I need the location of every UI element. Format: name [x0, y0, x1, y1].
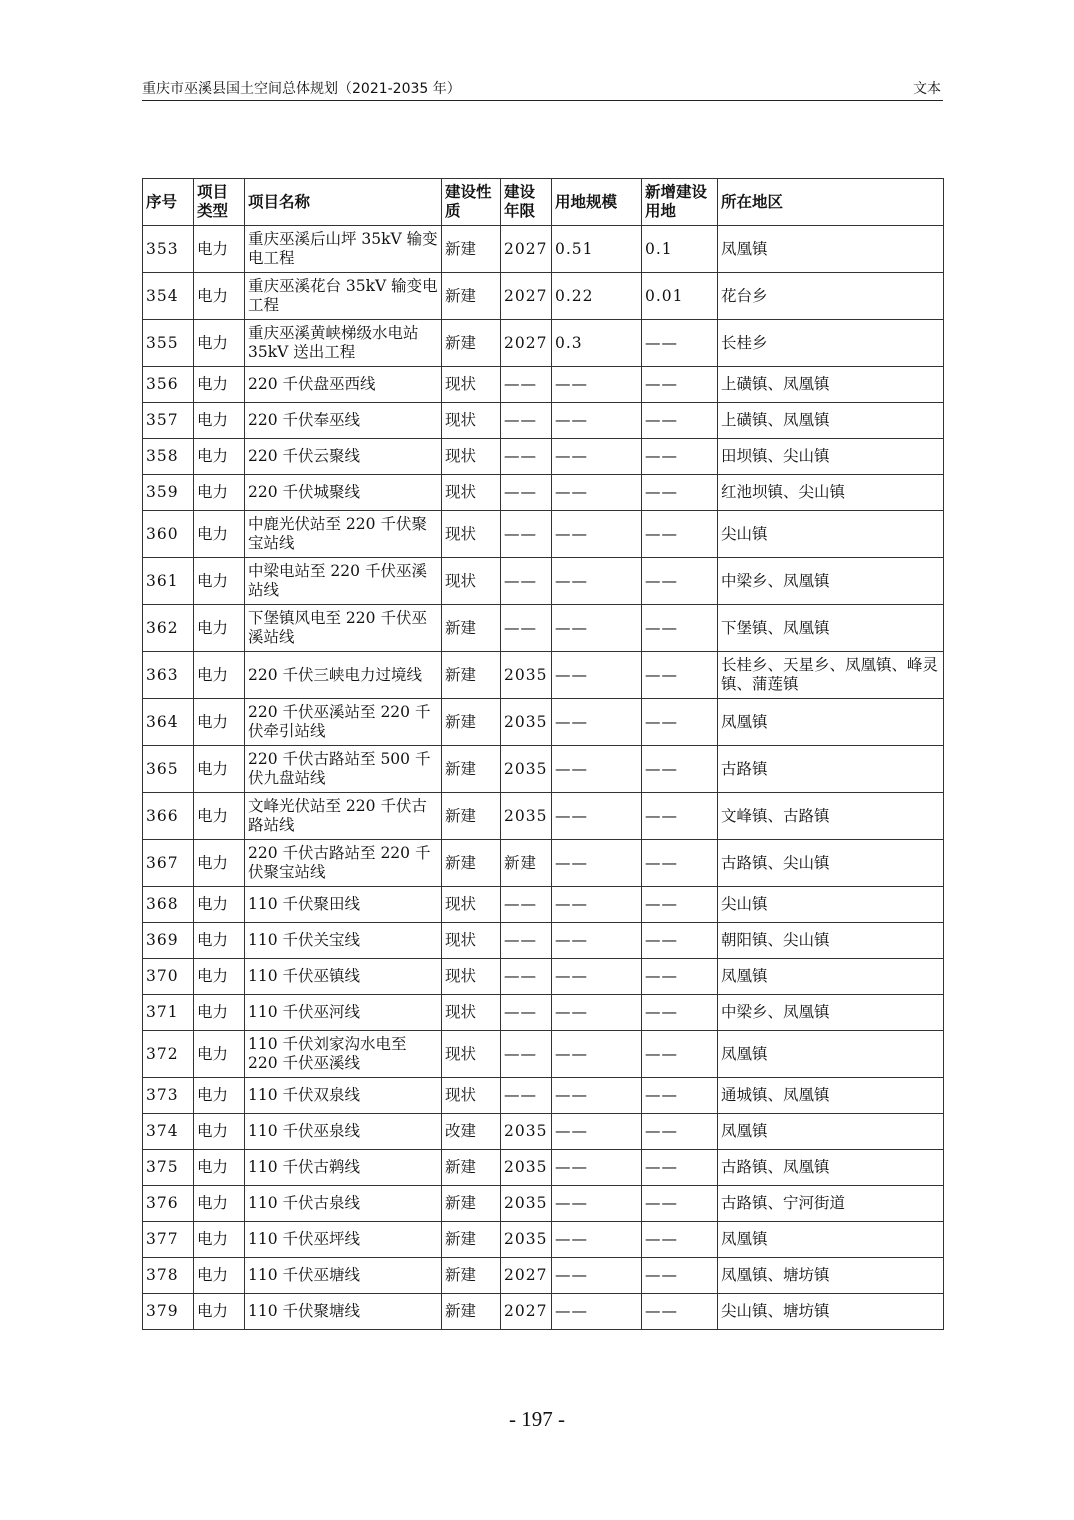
cell-name: 110 千伏巫河线: [245, 995, 442, 1031]
cell-name: 110 千伏巫坪线: [245, 1222, 442, 1258]
cell-index: 370: [143, 959, 194, 995]
table-row: [143, 439, 944, 475]
cell-year: 2027: [501, 273, 552, 320]
cell-region: 上磺镇、凤凰镇: [718, 367, 944, 403]
cell-nature: 现状: [442, 995, 501, 1031]
cell-year: 2027: [501, 1294, 552, 1330]
table-row: [143, 558, 944, 605]
cell-land-scale: ——: [552, 511, 642, 558]
cell-type: 电力: [194, 439, 245, 475]
cell-name: 110 千伏巫镇线: [245, 959, 442, 995]
table-row: [143, 995, 944, 1031]
cell-name: 重庆巫溪花台 35kV 输变电工程: [245, 273, 442, 320]
cell-type: 电力: [194, 320, 245, 367]
cell-index: 353: [143, 226, 194, 273]
cell-land-scale: ——: [552, 793, 642, 840]
cell-index: 354: [143, 273, 194, 320]
cell-nature: 新建: [442, 699, 501, 746]
cell-nature: 改建: [442, 1114, 501, 1150]
document-title: 重庆市巫溪县国土空间总体规划（2021-2035 年）: [142, 81, 461, 97]
cell-region: 花台乡: [718, 273, 944, 320]
cell-year: ——: [501, 887, 552, 923]
table-row: [143, 923, 944, 959]
cell-name: 110 千伏巫泉线: [245, 1114, 442, 1150]
cell-region: 中梁乡、凤凰镇: [718, 558, 944, 605]
table-row: [143, 1078, 944, 1114]
table-row: [143, 793, 944, 840]
cell-new-land: ——: [642, 923, 718, 959]
cell-index: 358: [143, 439, 194, 475]
cell-land-scale: ——: [552, 746, 642, 793]
cell-region: 长桂乡: [718, 320, 944, 367]
cell-index: 364: [143, 699, 194, 746]
table-row: [143, 367, 944, 403]
cell-new-land: ——: [642, 995, 718, 1031]
cell-new-land: ——: [642, 367, 718, 403]
cell-new-land: ——: [642, 403, 718, 439]
cell-new-land: ——: [642, 1186, 718, 1222]
cell-type: 电力: [194, 1186, 245, 1222]
cell-year: ——: [501, 558, 552, 605]
cell-new-land: ——: [642, 1150, 718, 1186]
cell-nature: 新建: [442, 1258, 501, 1294]
cell-year: 2035: [501, 699, 552, 746]
cell-index: 359: [143, 475, 194, 511]
cell-new-land: ——: [642, 605, 718, 652]
cell-index: 378: [143, 1258, 194, 1294]
table-row: [143, 652, 944, 699]
cell-land-scale: ——: [552, 652, 642, 699]
cell-index: 362: [143, 605, 194, 652]
cell-new-land: ——: [642, 439, 718, 475]
cell-land-scale: ——: [552, 1294, 642, 1330]
cell-index: 360: [143, 511, 194, 558]
cell-name: 220 千伏盘巫西线: [245, 367, 442, 403]
cell-land-scale: 0.22: [552, 273, 642, 320]
cell-year: 2027: [501, 1258, 552, 1294]
cell-new-land: ——: [642, 652, 718, 699]
cell-land-scale: ——: [552, 959, 642, 995]
cell-land-scale: ——: [552, 1258, 642, 1294]
cell-type: 电力: [194, 923, 245, 959]
cell-type: 电力: [194, 1222, 245, 1258]
col-header-land-scale: 用地规模: [552, 179, 642, 226]
cell-region: 田坝镇、尖山镇: [718, 439, 944, 475]
cell-nature: 现状: [442, 923, 501, 959]
cell-new-land: ——: [642, 1222, 718, 1258]
table-row: [143, 1114, 944, 1150]
cell-type: 电力: [194, 1150, 245, 1186]
cell-year: ——: [501, 439, 552, 475]
cell-nature: 现状: [442, 439, 501, 475]
table-row: [143, 475, 944, 511]
cell-region: 尖山镇、塘坊镇: [718, 1294, 944, 1330]
cell-nature: 新建: [442, 840, 501, 887]
col-header-region: 所在地区: [718, 179, 944, 226]
cell-year: ——: [501, 511, 552, 558]
cell-land-scale: 0.3: [552, 320, 642, 367]
cell-year: ——: [501, 367, 552, 403]
cell-year: ——: [501, 1031, 552, 1078]
cell-nature: 现状: [442, 403, 501, 439]
table-row: [143, 226, 944, 273]
cell-land-scale: ——: [552, 1150, 642, 1186]
section-label: 文本: [913, 81, 941, 97]
cell-name: 重庆巫溪后山坪 35kV 输变电工程: [245, 226, 442, 273]
cell-year: 2035: [501, 1114, 552, 1150]
table-row: [143, 1031, 944, 1078]
cell-name: 中鹿光伏站至 220 千伏聚宝站线: [245, 511, 442, 558]
cell-land-scale: ——: [552, 1114, 642, 1150]
cell-index: 377: [143, 1222, 194, 1258]
cell-region: 凤凰镇: [718, 959, 944, 995]
cell-index: 376: [143, 1186, 194, 1222]
cell-index: 374: [143, 1114, 194, 1150]
cell-year: ——: [501, 923, 552, 959]
cell-region: 古路镇、宁河街道: [718, 1186, 944, 1222]
cell-index: 363: [143, 652, 194, 699]
cell-index: 361: [143, 558, 194, 605]
cell-land-scale: ——: [552, 840, 642, 887]
table-row: [143, 605, 944, 652]
cell-index: 367: [143, 840, 194, 887]
cell-type: 电力: [194, 511, 245, 558]
cell-region: 凤凰镇: [718, 226, 944, 273]
cell-type: 电力: [194, 793, 245, 840]
cell-type: 电力: [194, 840, 245, 887]
cell-land-scale: ——: [552, 699, 642, 746]
cell-name: 重庆巫溪黄峡梯级水电站 35kV 送出工程: [245, 320, 442, 367]
cell-new-land: ——: [642, 887, 718, 923]
page-header: [142, 78, 943, 100]
table-row: [143, 1258, 944, 1294]
cell-land-scale: ——: [552, 1078, 642, 1114]
cell-name: 220 千伏古路站至 500 千伏九盘站线: [245, 746, 442, 793]
table-row: [143, 320, 944, 367]
cell-land-scale: ——: [552, 403, 642, 439]
cell-year: 2035: [501, 652, 552, 699]
cell-year: ——: [501, 475, 552, 511]
cell-index: 375: [143, 1150, 194, 1186]
col-header-new-land: 新增建设用地: [642, 179, 718, 226]
cell-type: 电力: [194, 652, 245, 699]
cell-year: ——: [501, 995, 552, 1031]
cell-land-scale: ——: [552, 367, 642, 403]
cell-new-land: ——: [642, 320, 718, 367]
cell-name: 110 千伏聚塘线: [245, 1294, 442, 1330]
table-row: [143, 273, 944, 320]
cell-region: 中梁乡、凤凰镇: [718, 995, 944, 1031]
cell-nature: 现状: [442, 959, 501, 995]
table-row: [143, 403, 944, 439]
cell-type: 电力: [194, 699, 245, 746]
cell-year: 2035: [501, 1186, 552, 1222]
cell-region: 通城镇、凤凰镇: [718, 1078, 944, 1114]
cell-nature: 新建: [442, 273, 501, 320]
project-table: [142, 178, 944, 1330]
cell-name: 110 千伏刘家沟水电至 220 千伏巫溪线: [245, 1031, 442, 1078]
cell-new-land: ——: [642, 1114, 718, 1150]
cell-new-land: ——: [642, 840, 718, 887]
cell-new-land: ——: [642, 511, 718, 558]
cell-year: 2035: [501, 1150, 552, 1186]
cell-new-land: ——: [642, 1031, 718, 1078]
cell-type: 电力: [194, 995, 245, 1031]
cell-name: 110 千伏古泉线: [245, 1186, 442, 1222]
cell-index: 357: [143, 403, 194, 439]
cell-name: 220 千伏巫溪站至 220 千伏牵引站线: [245, 699, 442, 746]
cell-year: 2035: [501, 746, 552, 793]
cell-year: ——: [501, 959, 552, 995]
cell-region: 凤凰镇: [718, 1222, 944, 1258]
cell-type: 电力: [194, 273, 245, 320]
col-header-name: 项目名称: [245, 179, 442, 226]
cell-new-land: ——: [642, 1258, 718, 1294]
cell-type: 电力: [194, 1114, 245, 1150]
cell-nature: 新建: [442, 1150, 501, 1186]
table-row: [143, 746, 944, 793]
cell-nature: 现状: [442, 1078, 501, 1114]
cell-name: 220 千伏三峡电力过境线: [245, 652, 442, 699]
cell-name: 110 千伏关宝线: [245, 923, 442, 959]
table-row: [143, 1150, 944, 1186]
table-row: [143, 959, 944, 995]
cell-year: 新建: [501, 840, 552, 887]
cell-index: 371: [143, 995, 194, 1031]
cell-type: 电力: [194, 403, 245, 439]
cell-region: 文峰镇、古路镇: [718, 793, 944, 840]
cell-index: 366: [143, 793, 194, 840]
cell-region: 古路镇、尖山镇: [718, 840, 944, 887]
cell-new-land: ——: [642, 746, 718, 793]
cell-nature: 新建: [442, 1294, 501, 1330]
cell-region: 凤凰镇、塘坊镇: [718, 1258, 944, 1294]
cell-type: 电力: [194, 367, 245, 403]
cell-type: 电力: [194, 959, 245, 995]
cell-type: 电力: [194, 1031, 245, 1078]
cell-nature: 现状: [442, 511, 501, 558]
cell-type: 电力: [194, 475, 245, 511]
cell-type: 电力: [194, 558, 245, 605]
cell-name: 下堡镇风电至 220 千伏巫溪站线: [245, 605, 442, 652]
cell-new-land: 0.01: [642, 273, 718, 320]
cell-land-scale: ——: [552, 923, 642, 959]
col-header-year: 建设年限: [501, 179, 552, 226]
page-number: - 197 -: [509, 1407, 565, 1431]
cell-name: 220 千伏城聚线: [245, 475, 442, 511]
cell-name: 220 千伏奉巫线: [245, 403, 442, 439]
cell-type: 电力: [194, 1258, 245, 1294]
cell-nature: 现状: [442, 1031, 501, 1078]
cell-index: 356: [143, 367, 194, 403]
cell-name: 220 千伏云聚线: [245, 439, 442, 475]
cell-year: 2035: [501, 793, 552, 840]
table-row: [143, 1222, 944, 1258]
cell-name: 文峰光伏站至 220 千伏古路站线: [245, 793, 442, 840]
cell-name: 中梁电站至 220 千伏巫溪站线: [245, 558, 442, 605]
table-row: [143, 511, 944, 558]
cell-region: 上磺镇、凤凰镇: [718, 403, 944, 439]
cell-new-land: ——: [642, 1294, 718, 1330]
cell-type: 电力: [194, 1078, 245, 1114]
cell-new-land: ——: [642, 1078, 718, 1114]
cell-index: 368: [143, 887, 194, 923]
table-header-row: [143, 179, 944, 226]
cell-nature: 新建: [442, 605, 501, 652]
cell-region: 尖山镇: [718, 511, 944, 558]
cell-name: 220 千伏古路站至 220 千伏聚宝站线: [245, 840, 442, 887]
cell-year: 2027: [501, 320, 552, 367]
cell-nature: 现状: [442, 558, 501, 605]
cell-name: 110 千伏聚田线: [245, 887, 442, 923]
cell-region: 凤凰镇: [718, 1031, 944, 1078]
cell-type: 电力: [194, 226, 245, 273]
cell-type: 电力: [194, 605, 245, 652]
cell-land-scale: ——: [552, 887, 642, 923]
cell-region: 凤凰镇: [718, 1114, 944, 1150]
cell-index: 379: [143, 1294, 194, 1330]
cell-region: 古路镇: [718, 746, 944, 793]
cell-land-scale: ——: [552, 475, 642, 511]
table-body: [143, 226, 944, 1330]
cell-land-scale: ——: [552, 439, 642, 475]
cell-nature: 新建: [442, 746, 501, 793]
cell-new-land: ——: [642, 699, 718, 746]
cell-index: 369: [143, 923, 194, 959]
header-divider: [142, 100, 943, 101]
cell-year: ——: [501, 605, 552, 652]
cell-region: 朝阳镇、尖山镇: [718, 923, 944, 959]
cell-region: 凤凰镇: [718, 699, 944, 746]
cell-nature: 新建: [442, 793, 501, 840]
cell-new-land: ——: [642, 558, 718, 605]
cell-nature: 新建: [442, 320, 501, 367]
col-header-type: 项目类型: [194, 179, 245, 226]
cell-land-scale: ——: [552, 995, 642, 1031]
cell-nature: 新建: [442, 226, 501, 273]
cell-land-scale: ——: [552, 1186, 642, 1222]
cell-new-land: 0.1: [642, 226, 718, 273]
cell-nature: 新建: [442, 652, 501, 699]
cell-land-scale: 0.51: [552, 226, 642, 273]
cell-nature: 现状: [442, 367, 501, 403]
cell-land-scale: ——: [552, 1222, 642, 1258]
cell-nature: 新建: [442, 1222, 501, 1258]
table-row: [143, 699, 944, 746]
col-header-index: 序号: [143, 179, 194, 226]
cell-name: 110 千伏巫塘线: [245, 1258, 442, 1294]
cell-region: 下堡镇、凤凰镇: [718, 605, 944, 652]
cell-land-scale: ——: [552, 558, 642, 605]
cell-year: 2035: [501, 1222, 552, 1258]
cell-region: 尖山镇: [718, 887, 944, 923]
col-header-nature: 建设性质: [442, 179, 501, 226]
cell-type: 电力: [194, 746, 245, 793]
cell-year: 2027: [501, 226, 552, 273]
cell-index: 365: [143, 746, 194, 793]
cell-region: 红池坝镇、尖山镇: [718, 475, 944, 511]
cell-year: ——: [501, 1078, 552, 1114]
cell-region: 古路镇、凤凰镇: [718, 1150, 944, 1186]
cell-index: 355: [143, 320, 194, 367]
table-row: [143, 840, 944, 887]
cell-nature: 现状: [442, 475, 501, 511]
table-row: [143, 1294, 944, 1330]
cell-land-scale: ——: [552, 1031, 642, 1078]
table-row: [143, 1186, 944, 1222]
cell-year: ——: [501, 403, 552, 439]
cell-new-land: ——: [642, 475, 718, 511]
cell-nature: 现状: [442, 887, 501, 923]
cell-region: 长桂乡、天星乡、凤凰镇、峰灵镇、蒲莲镇: [718, 652, 944, 699]
cell-index: 373: [143, 1078, 194, 1114]
cell-index: 372: [143, 1031, 194, 1078]
cell-type: 电力: [194, 887, 245, 923]
cell-land-scale: ——: [552, 605, 642, 652]
cell-name: 110 千伏双泉线: [245, 1078, 442, 1114]
cell-nature: 新建: [442, 1186, 501, 1222]
cell-new-land: ——: [642, 793, 718, 840]
cell-new-land: ——: [642, 959, 718, 995]
cell-name: 110 千伏古鹈线: [245, 1150, 442, 1186]
table-row: [143, 887, 944, 923]
cell-type: 电力: [194, 1294, 245, 1330]
